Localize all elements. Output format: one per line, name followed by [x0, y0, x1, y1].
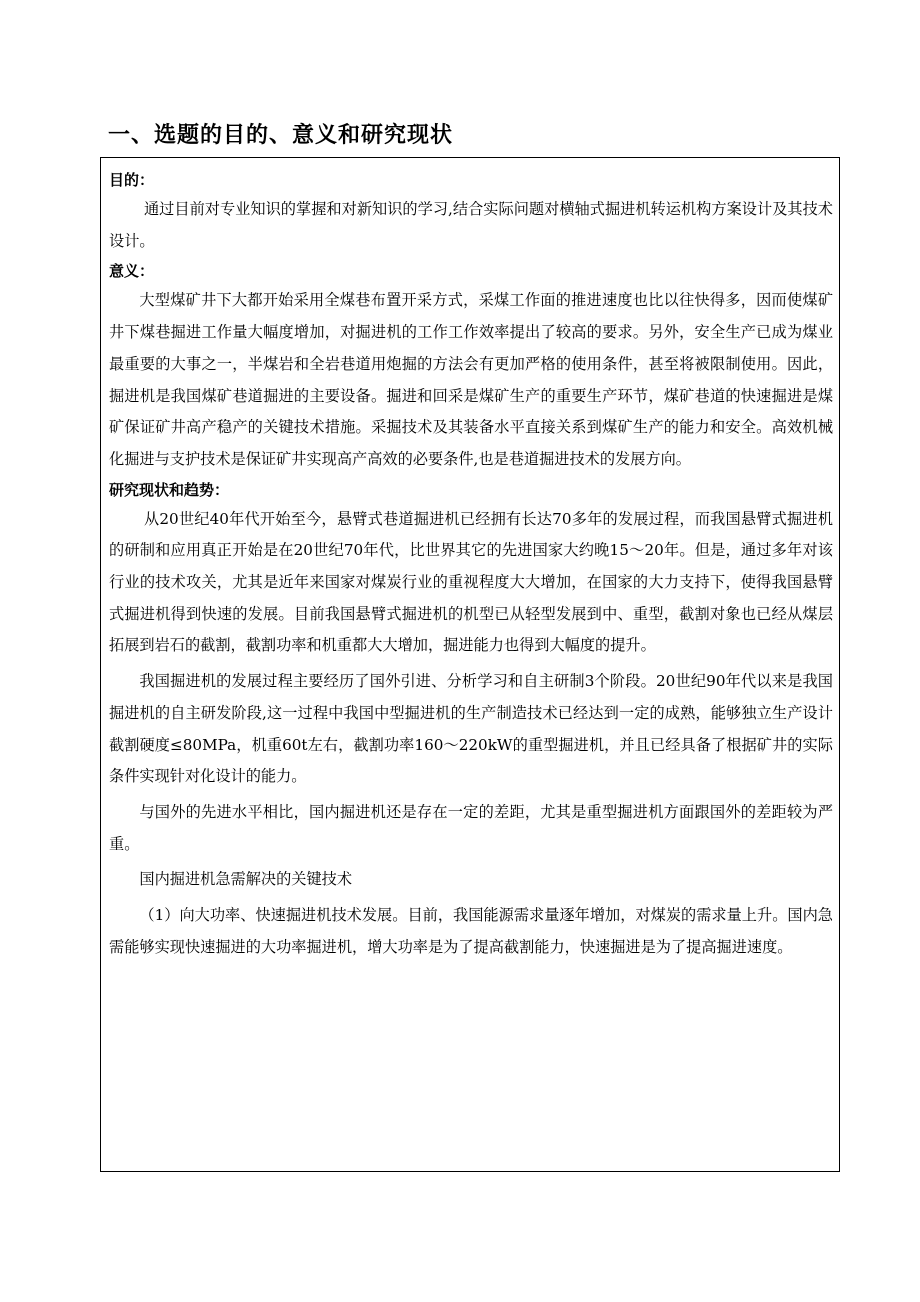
status-paragraph-4: 国内掘进机急需解决的关键技术 — [139, 870, 353, 889]
content-box — [100, 157, 840, 1172]
status-paragraph-3: 与国外的先进水平相比，国内掘进机还是存在一定的差距，尤其是重型掘进机方面跟国外的差距较为严重。 — [109, 802, 833, 853]
status-paragraph-5: （1）向大功率、快速掘进机技术发展。目前，我国能源需求量逐年增加，对煤炭的需求量上升。国内急需能够实现快速掘进的大功率掘进机，增大功率是为了提高截割能力，快速掘进是为了提高掘进速度。 — [109, 906, 833, 956]
status-paragraph-2: 我国掘进机的发展过程主要经历了国外引进、分析学习和自主研制3个阶段。20世纪90年代以来是我国掘进机的自主研发阶段,这一过程中我国中型掘进机的生产制造技术已经达到一定的成熟，能够独立生产设计截割硬度≤80MPa，机重60t左右，截割功率160～220kW的重型掘进机，并且已经具备了根据矿井的实际条件实现针对化设计的能力。 — [109, 672, 833, 786]
status-heading: 研究现状和趋势： — [109, 480, 230, 499]
page-title: 一、选题的目的、意义和研究现状 — [108, 123, 454, 148]
purpose-heading: 目的： — [109, 171, 155, 189]
significance-paragraph: 大型煤矿井下大都开始采用全煤巷布置开采方式，采煤工作面的推进速度也比以往快得多，因而使煤矿井下煤巷掘进工作量大幅度增加，对掘进机的工作工作效率提出了较高的要求。另外，安全生产已成为煤业最重要的大事之一，半煤岩和全岩巷道用炮掘的方法会有更加严格的使用条件，甚至将被限制使用。因此，掘进机是我国煤矿巷道掘进的主要设备。掘进和回采是煤矿生产的重要生产环节，煤矿巷道的快速掘进是煤矿保证矿井高产稳产的关键技术措施。采掘技术及其装备水平直接关系到煤矿生产的能力和安全。高效机械化掘进与支护技术是保证矿井实现高产高效的必要条件,也是巷道掘进技术的发展方向。 — [109, 291, 833, 468]
significance-heading: 意义： — [109, 262, 155, 281]
purpose-paragraph: 通过目前对专业知识的掌握和对新知识的学习,结合实际问题对横轴式掘进机转运机构方案设计及其技术设计。 — [109, 200, 833, 250]
status-paragraph-1: 从20世纪40年代开始至今，悬臂式巷道掘进机已经拥有长达70多年的发展过程，而我国悬臂式掘进机的研制和应用真正开始是在20世纪70年代，比世界其它的先进国家大约晚15～20年。但是，通过多年对该行业的技术攻关，尤其是近年来国家对煤炭行业的重视程度大大增加，在国家的大力支持下，使得我国悬臂式掘进机得到快速的发展。目前我国悬臂式掘进机的机型已从轻型发展到中、重型，截割对象也已经从煤层拓展到岩石的截割，截割功率和机重都大大增加，掘进能力也得到大幅度的提升。 — [109, 509, 833, 655]
content-inner — [109, 166, 833, 963]
